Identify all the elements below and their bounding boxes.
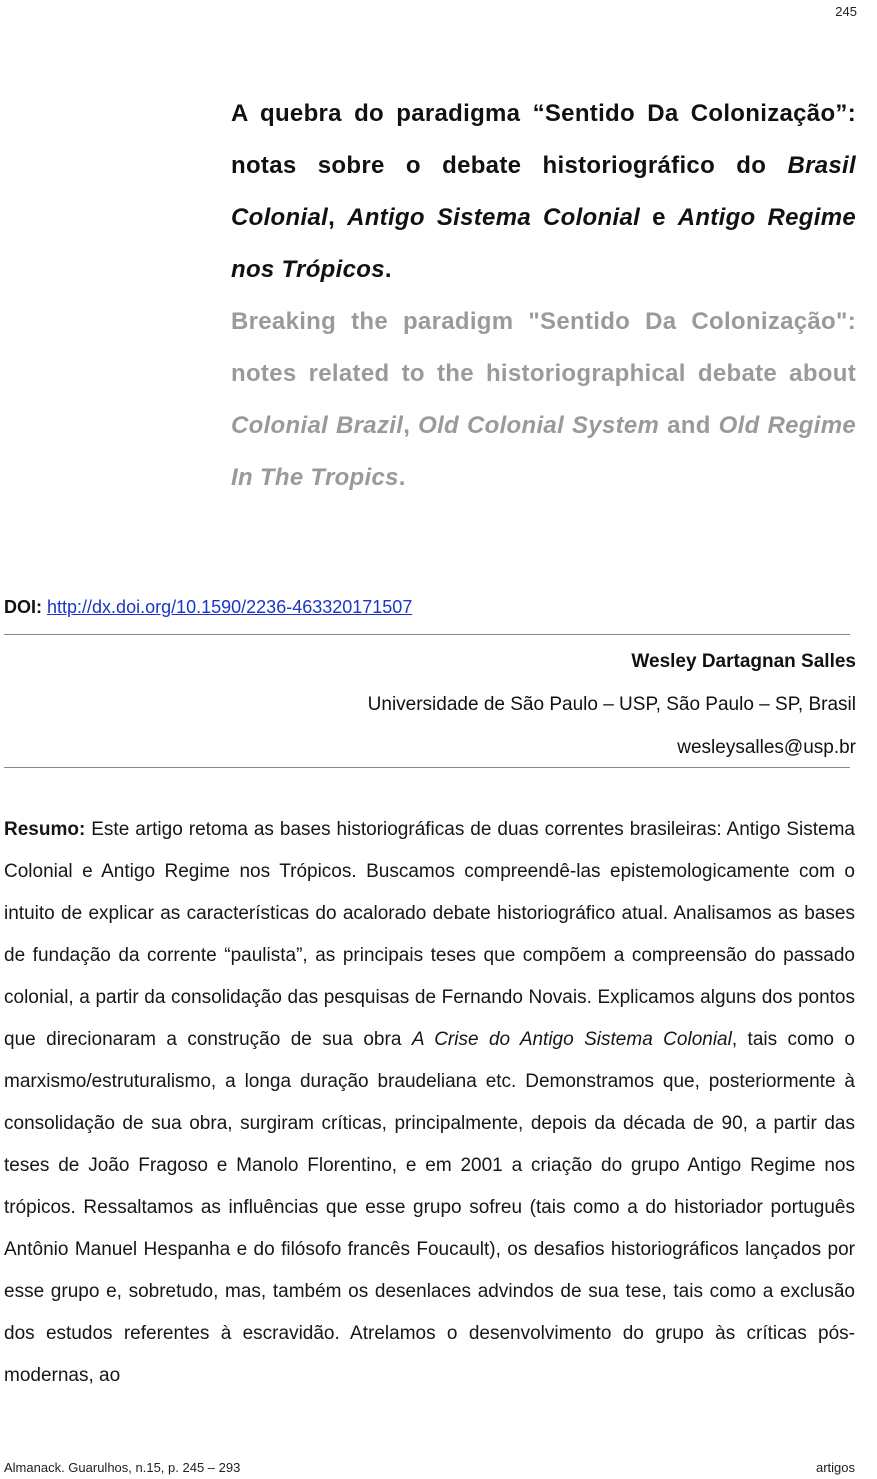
abstract-book-title: A Crise do Antigo Sistema Colonial (411, 1029, 732, 1050)
footer-journal-citation: Almanack. Guarulhos, n.15, p. 245 – 293 (4, 1460, 241, 1475)
author-email[interactable]: wesleysalles@usp.br (677, 737, 856, 758)
title-pt-text: A quebra do paradigma “Sentido Da Colonização”: notas sobre o debate historiográfico do (231, 100, 856, 179)
abstract (4, 809, 855, 1397)
author-block (368, 640, 856, 769)
divider-bottom (4, 767, 850, 768)
page-number: 245 (835, 4, 857, 19)
title-portuguese (231, 100, 856, 283)
abstract-label: Resumo: (4, 819, 86, 840)
author-affiliation: Universidade de São Paulo – USP, São Paulo – SP, Brasil (367, 694, 856, 715)
title-en-separator: and (659, 412, 719, 439)
title-pt-separator: , (328, 204, 348, 231)
title-en-italic-old-regime: Old Regime In The Tropics (231, 412, 857, 491)
footer-section-label: artigos (815, 1460, 855, 1475)
abstract-text-part2: , tais como o marxismo/estruturalismo, a longa duração braudeliana etc. Demonstramos que, posteriormente à consolidação de sua obra, surgiram críticas, principalmente, depois da década de 90, a partir das teses de João Fragoso e Manolo Florentino, e em 2001 a criação do grupo Antigo Regime nos trópicos. Ressaltamos as influências que esse grupo sofreu (tais como a do historiador português Antônio Manuel Hespanha e do filósofo francês Foucault), os desafios historiográficos lançados por esse grupo e, sobretudo, mas, também os desenlaces advindos de sua tese, tais como a exclusão dos estudos referentes à escravidão. Atrelamos o desenvolvimento do grupo às críticas pós-modernas, ao (4, 1029, 855, 1386)
abstract-text-part1: Este artigo retoma as bases historiográficas de duas correntes brasileiras: Antigo Sistema Colonial e Antigo Regime nos Trópicos. Buscamos compreendê-las epistemologicamente com o intuito de explicar as características do acalorado debate historiográfico atual. Analisamos as bases de fundação da corrente “paulista”, as principais teses que compõem a compreensão do passado colonial, a partir da consolidação das pesquisas de Fernando Novais. Explicamos alguns dos pontos que direcionaram a construção de sua obra (4, 819, 855, 1050)
title-pt-italic-brasil-colonial: Brasil Colonial (231, 152, 856, 231)
article-title-block (231, 88, 856, 504)
doi-label: DOI: (4, 597, 42, 617)
author-name: Wesley Dartagnan Salles (631, 651, 856, 672)
doi-line (4, 597, 412, 618)
title-en-end: . (398, 464, 406, 491)
title-english (231, 308, 856, 491)
title-pt-end: . (384, 256, 392, 283)
divider-top (4, 634, 850, 635)
title-en-separator: , (403, 412, 419, 439)
title-pt-separator: e (640, 204, 678, 231)
doi-link[interactable]: http://dx.doi.org/10.1590/2236-463320171507 (47, 597, 413, 617)
title-pt-italic-antigo-regime: Antigo Regime nos Trópicos (231, 204, 856, 283)
title-en-italic-colonial-brazil: Colonial Brazil (231, 412, 404, 439)
title-en-text: Breaking the paradigm "Sentido Da Colonização": notes related to the historiographical debate about (231, 308, 856, 387)
title-pt-italic-antigo-sistema: Antigo Sistema Colonial (347, 204, 641, 231)
title-en-italic-old-colonial-system: Old Colonial System (418, 412, 660, 439)
